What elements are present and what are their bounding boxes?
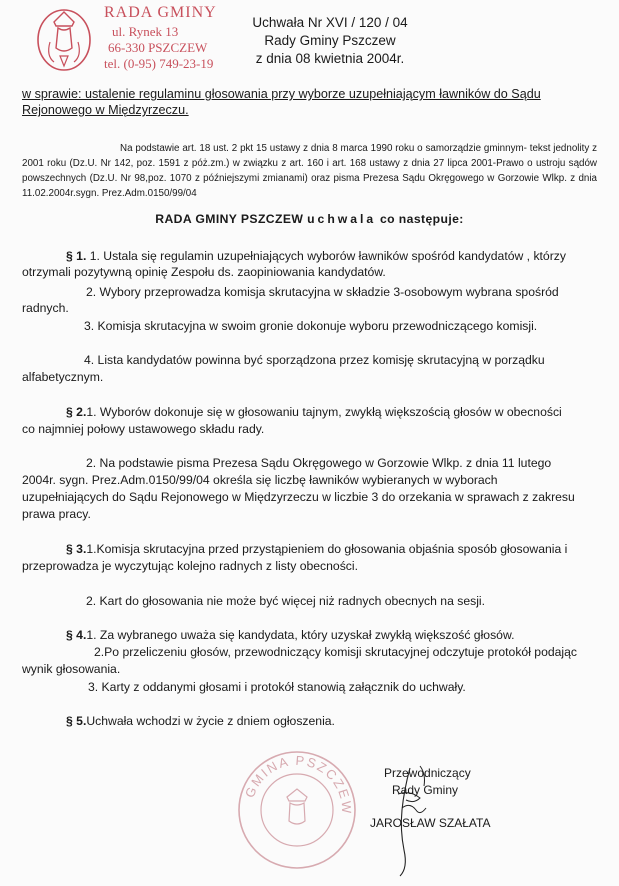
stamp-line-3: 66-330 PSZCZEW (108, 40, 208, 55)
handwritten-signature-icon (380, 760, 460, 880)
section-3-point-1-text: 1.Komisja skrutacyjna przed przystąpieniem do głosowania objaśnia sposób głosowania i (86, 542, 568, 556)
resolution-body: Rady Gminy Pszczew (264, 33, 396, 48)
stamp-line-1: RADA GMINY (104, 4, 217, 21)
paragraph-2-point-2-line-2: 2004r. sygn. Prez.Adm.0150/99/04 określa się liczbę ławników wybieranych w wyborach (22, 473, 498, 487)
svg-text:GMINA PSZCZEW (242, 753, 354, 816)
paragraph-1-point-2-line-1: 2. Wybory przeprowadza komisja skrutacyjna w składzie 3-osobowym wybrana spośród (86, 285, 559, 299)
paragraph-1-point-1-line-2: otrzymali pozytywną opinię Zespołu ds. zaopiniowania kandydatów. (22, 265, 386, 279)
stamp-line-4: tel. (0-95) 749-23-19 (104, 56, 214, 71)
legal-basis-preamble: Na podstawie art. 18 ust. 2 pkt 15 ustawy z dnia 8 marca 1990 roku o samorządzie gminnym- tekst jednolity z 2001 roku (Dz.U. Nr 142, poz. 1591 z póż.zm.) w związku z art. 160 i art. 168 ustawy z dnia 27 lipca 2001-Prawo o ustroju sądów powszechnych (Dz.U. Nr 98,poz. 1070 z późniejszymi zmianami) oraz pisma Prezesa Sądu Okręgowego w Gorzowie Wlkp. z dnia 11.02.2004r.sygn. Prez.Adm.0150/99/04 (22, 143, 597, 199)
seal-text: GMINA PSZCZEW (241, 752, 355, 816)
stamp-emblem-icon (34, 2, 94, 74)
section-2-point-1-text: 1. Wyborów dokonuje się w głosowaniu tajnym, zwykłą większością głosów w obecności (86, 405, 562, 419)
paragraph-3-point-1-line-2: przeprowadza je wyczytując kolejno radnych z listy obecności. (22, 559, 358, 573)
decree-heading (0, 212, 619, 226)
signature-name: JAROSŁAW SZAŁATA (370, 816, 491, 830)
municipal-seal (232, 745, 362, 875)
paragraph-3-point-1-line-1 (66, 541, 567, 558)
paragraph-2-point-2-line-3: uzupełniających do Sądu Rejonowego w Międzyrzeczu w liczbie 3 do orzekania w sprawach z zakresu (22, 490, 575, 504)
section-5-marker: § 5. (66, 714, 87, 728)
section-5-text: Uchwała wchodzi w życie z dniem ogłoszenia. (86, 714, 335, 728)
resolution-number: Uchwała Nr XVI / 120 / 04 (252, 15, 408, 30)
paragraph-2-point-2-line-4: prawa pracy. (22, 507, 91, 521)
decree-prefix: RADA GMINY PSZCZEW (155, 212, 304, 226)
paragraph-4-point-2-line-1: 2.Po przeliczeniu głosów, przewodniczący komisji skrutacyjnej odczytuje protokół podając (94, 645, 577, 659)
section-1-point-1-text: 1. Ustala się regulamin uzupełniających wyborów ławników spośród kandydatów , którzy (86, 249, 566, 263)
paragraph-4-point-1 (66, 627, 514, 644)
section-4-point-1-text: 1. Za wybranego uważa się kandydata, który uzyskał zwykłą większość głosów. (86, 628, 515, 642)
subject-line-2: Rejonowego w Międzyrzeczu. (22, 103, 189, 117)
paragraph-1-point-1-line-1 (66, 248, 566, 265)
subject-line-1: w sprawie: ustalenie regulaminu głosowania przy wyborze uzupełniającym ławników do Sądu (22, 87, 541, 101)
section-1-marker: § 1. (66, 249, 87, 263)
resolution-date: z dnia 08 kwietnia 2004r. (255, 51, 405, 66)
seal-emblem-icon (232, 745, 362, 875)
paragraph-3-point-2: 2. Kart do głosowania nie może być więcej niż radnych obecnych na sesji. (86, 594, 486, 608)
paragraph-1-point-4-line-1: 4. Lista kandydatów powinna być sporządzona przez komisję skrutacyjną w porządku (84, 353, 545, 367)
paragraph-4-point-3: 3. Karty z oddanymi głosami i protokół stanowią załącznik do uchwały. (88, 680, 466, 694)
paragraph-1-point-3: 3. Komisja skrutacyjna w swoim gronie dokonuje wyboru przewodniczącego komisji. (84, 319, 538, 333)
decree-suffix: co następuje: (379, 212, 464, 226)
signature-title-2: Rady Gminy (392, 783, 459, 797)
council-stamp (30, 0, 230, 78)
section-3-marker: § 3. (66, 542, 87, 556)
stamp-line-2: ul. Rynek 13 (112, 24, 179, 39)
section-4-marker: § 4. (66, 628, 87, 642)
paragraph-1-point-4-line-2: alfabetycznym. (22, 370, 104, 384)
paragraph-2-point-1-line-2: co najmniej połowy ustawowego składu rady. (22, 422, 265, 436)
section-2-marker: § 2. (66, 405, 87, 419)
paragraph-5 (66, 713, 335, 730)
resolution-subject (22, 86, 582, 118)
paragraph-4-point-2-line-2: wynik głosowania. (22, 662, 121, 676)
paragraph-1-point-2-line-2: radnych. (22, 301, 69, 315)
decree-word: uchwala (307, 212, 377, 226)
signature-title-1: Przewodniczący (384, 766, 471, 780)
paragraph-2-point-2-line-1: 2. Na podstawie pisma Prezesa Sądu Okręgowego w Gorzowie Wlkp. z dnia 11 lutego (86, 456, 552, 470)
paragraph-2-point-1-line-1 (66, 404, 562, 421)
resolution-header (230, 14, 430, 68)
